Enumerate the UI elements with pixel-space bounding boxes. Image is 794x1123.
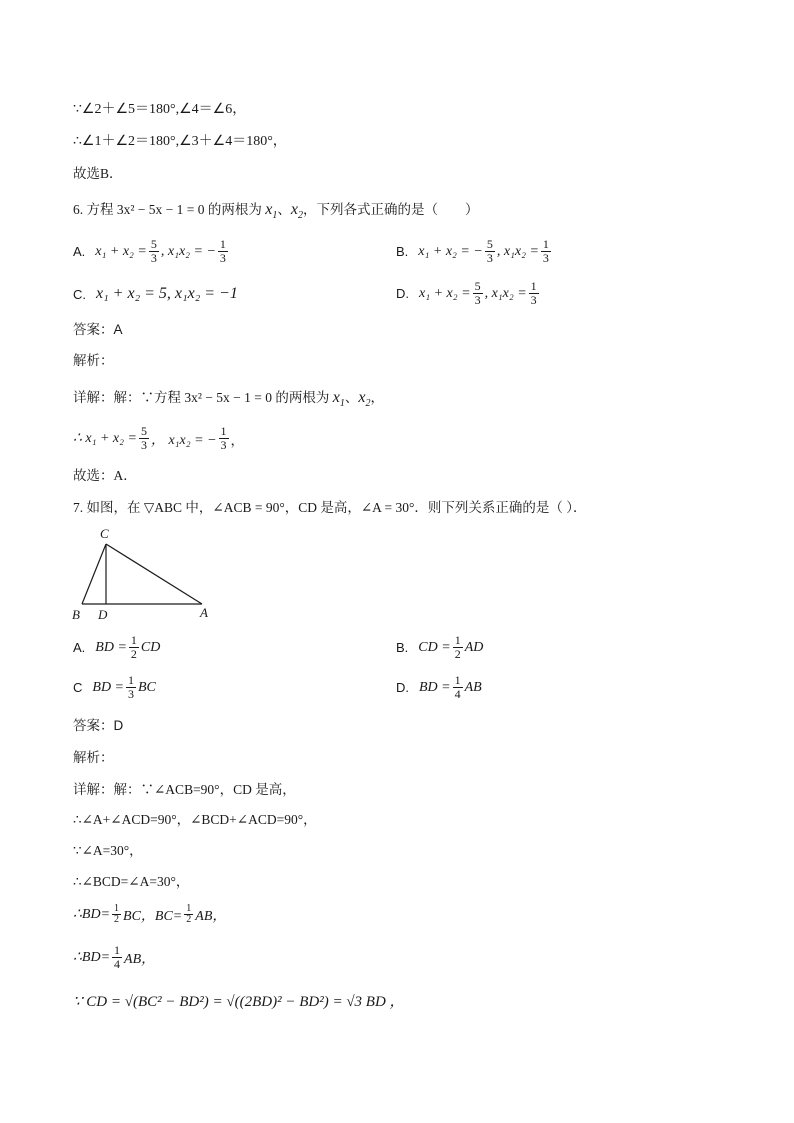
- q6-stem-b: ，下列各式正确的是（ ）: [302, 202, 479, 217]
- triangle-figure: [66, 524, 216, 626]
- answer-7: 答案：D: [73, 718, 124, 733]
- detail-7-line-7: ∵ CD = √(BC² − BD²) = √((2BD)² − BD²) = √3 BD ，: [73, 994, 405, 1010]
- analysis-6-label: 解析：: [73, 353, 114, 368]
- select-6: 故选：A．: [73, 468, 137, 483]
- fraction: $\frac{1}{2}$: [454, 633, 461, 661]
- proof-line-2: ∴∠1＋∠2＝180°,∠3＋∠4＝180°，: [73, 134, 287, 149]
- fraction: $\frac{1}{2}$: [114, 903, 120, 925]
- q6-option-b[interactable]: B. x₁ + x₂ = − $\frac{5}{3}$ , x₁x₂ = $\frac{1}{3}$: [396, 237, 549, 265]
- proof-line-1: ∵∠2＋∠5＝180°,∠4＝∠6，: [73, 102, 247, 117]
- q6-option-c[interactable]: C. x₁ + x₂ = 5, x₁x₂ = −1: [73, 285, 238, 302]
- fraction: $\frac{1}{4}$: [454, 673, 461, 701]
- q6-x2: $x_2$: [290, 201, 303, 222]
- fraction: $\frac{5}{3}$: [474, 279, 481, 307]
- question-6: [73, 202, 478, 224]
- detail-7-line-1: 详解：解：∵∠ACB=90°，CD 是高，: [73, 782, 296, 797]
- q6-sep: 、: [277, 202, 291, 217]
- answer-6: 答案：A: [73, 322, 123, 337]
- q7-option-b[interactable]: B. CD = $\frac{1}{2}$ AD: [396, 633, 484, 661]
- fraction: $\frac{1}{3}$: [219, 237, 226, 265]
- fraction: $\frac{1}{3}$: [220, 424, 227, 452]
- question-7: 7. 如图，在 ▽ABC 中，∠ACB = 90°，CD 是高，∠A = 30°．则下列关系正确的是（ ）．: [73, 500, 587, 515]
- label-c: C: [100, 526, 109, 541]
- detail-6-line-1: 详解：解：∵方程 3x² − 5x − 1 = 0 的两根为 $x_1$、$x_2$，: [73, 389, 384, 410]
- answer-choice-prev: 故选B．: [73, 166, 123, 181]
- fraction: $\frac{1}{3}$: [530, 279, 537, 307]
- q7-option-d[interactable]: D. BD = $\frac{1}{4}$ AB: [396, 673, 482, 701]
- q7-option-c[interactable]: C BD = $\frac{1}{3}$ BC: [73, 673, 156, 701]
- label-a: A: [200, 605, 208, 620]
- fraction: $\frac{1}{2}$: [186, 903, 192, 925]
- analysis-7-label: 解析：: [73, 750, 114, 765]
- detail-7-line-6: ∴BD= $\frac{1}{4}$ AB，: [73, 943, 156, 971]
- fraction: $\frac{5}{3}$: [486, 237, 493, 265]
- fraction: $\frac{1}{4}$: [114, 943, 121, 971]
- detail-7-line-4: ∴∠BCD=∠A=30°，: [73, 874, 190, 889]
- q6-option-a[interactable]: A. x₁ + x₂ = $\frac{5}{3}$ , x₁x₂ = − $\frac{1}{3}$: [73, 237, 226, 265]
- fraction: $\frac{5}{3}$: [150, 237, 157, 265]
- detail-7-line-5: ∴BD= $\frac{1}{2}$ BC，BC= $\frac{1}{2}$ AB，: [73, 903, 227, 925]
- q6-option-d[interactable]: D. x₁ + x₂ = $\frac{5}{3}$ , x₁x₂ = $\frac{1}{3}$: [396, 279, 537, 307]
- fraction: $\frac{5}{3}$: [140, 424, 147, 452]
- fraction: $\frac{1}{2}$: [130, 633, 137, 661]
- q6-x1: $x_1$: [265, 201, 278, 222]
- q6-stem-a: 6. 方程 3x² − 5x − 1 = 0 的两根为: [73, 202, 262, 217]
- detail-7-line-3: ∵∠A=30°，: [73, 843, 143, 858]
- detail-7-line-2: ∴∠A+∠ACD=90°，∠BCD+∠ACD=90°，: [73, 812, 317, 827]
- q7-option-a[interactable]: A. BD = $\frac{1}{2}$ CD: [73, 633, 161, 661]
- detail-6-line-2: ∴ x₁ + x₂ = $\frac{5}{3}$ ， x₁x₂ = − $\frac{1}{3}$ ，: [73, 424, 245, 452]
- fraction: $\frac{1}{3}$: [128, 673, 134, 701]
- label-d: D: [98, 607, 108, 622]
- label-b: B: [72, 607, 80, 622]
- fraction: $\frac{1}{3}$: [542, 237, 549, 265]
